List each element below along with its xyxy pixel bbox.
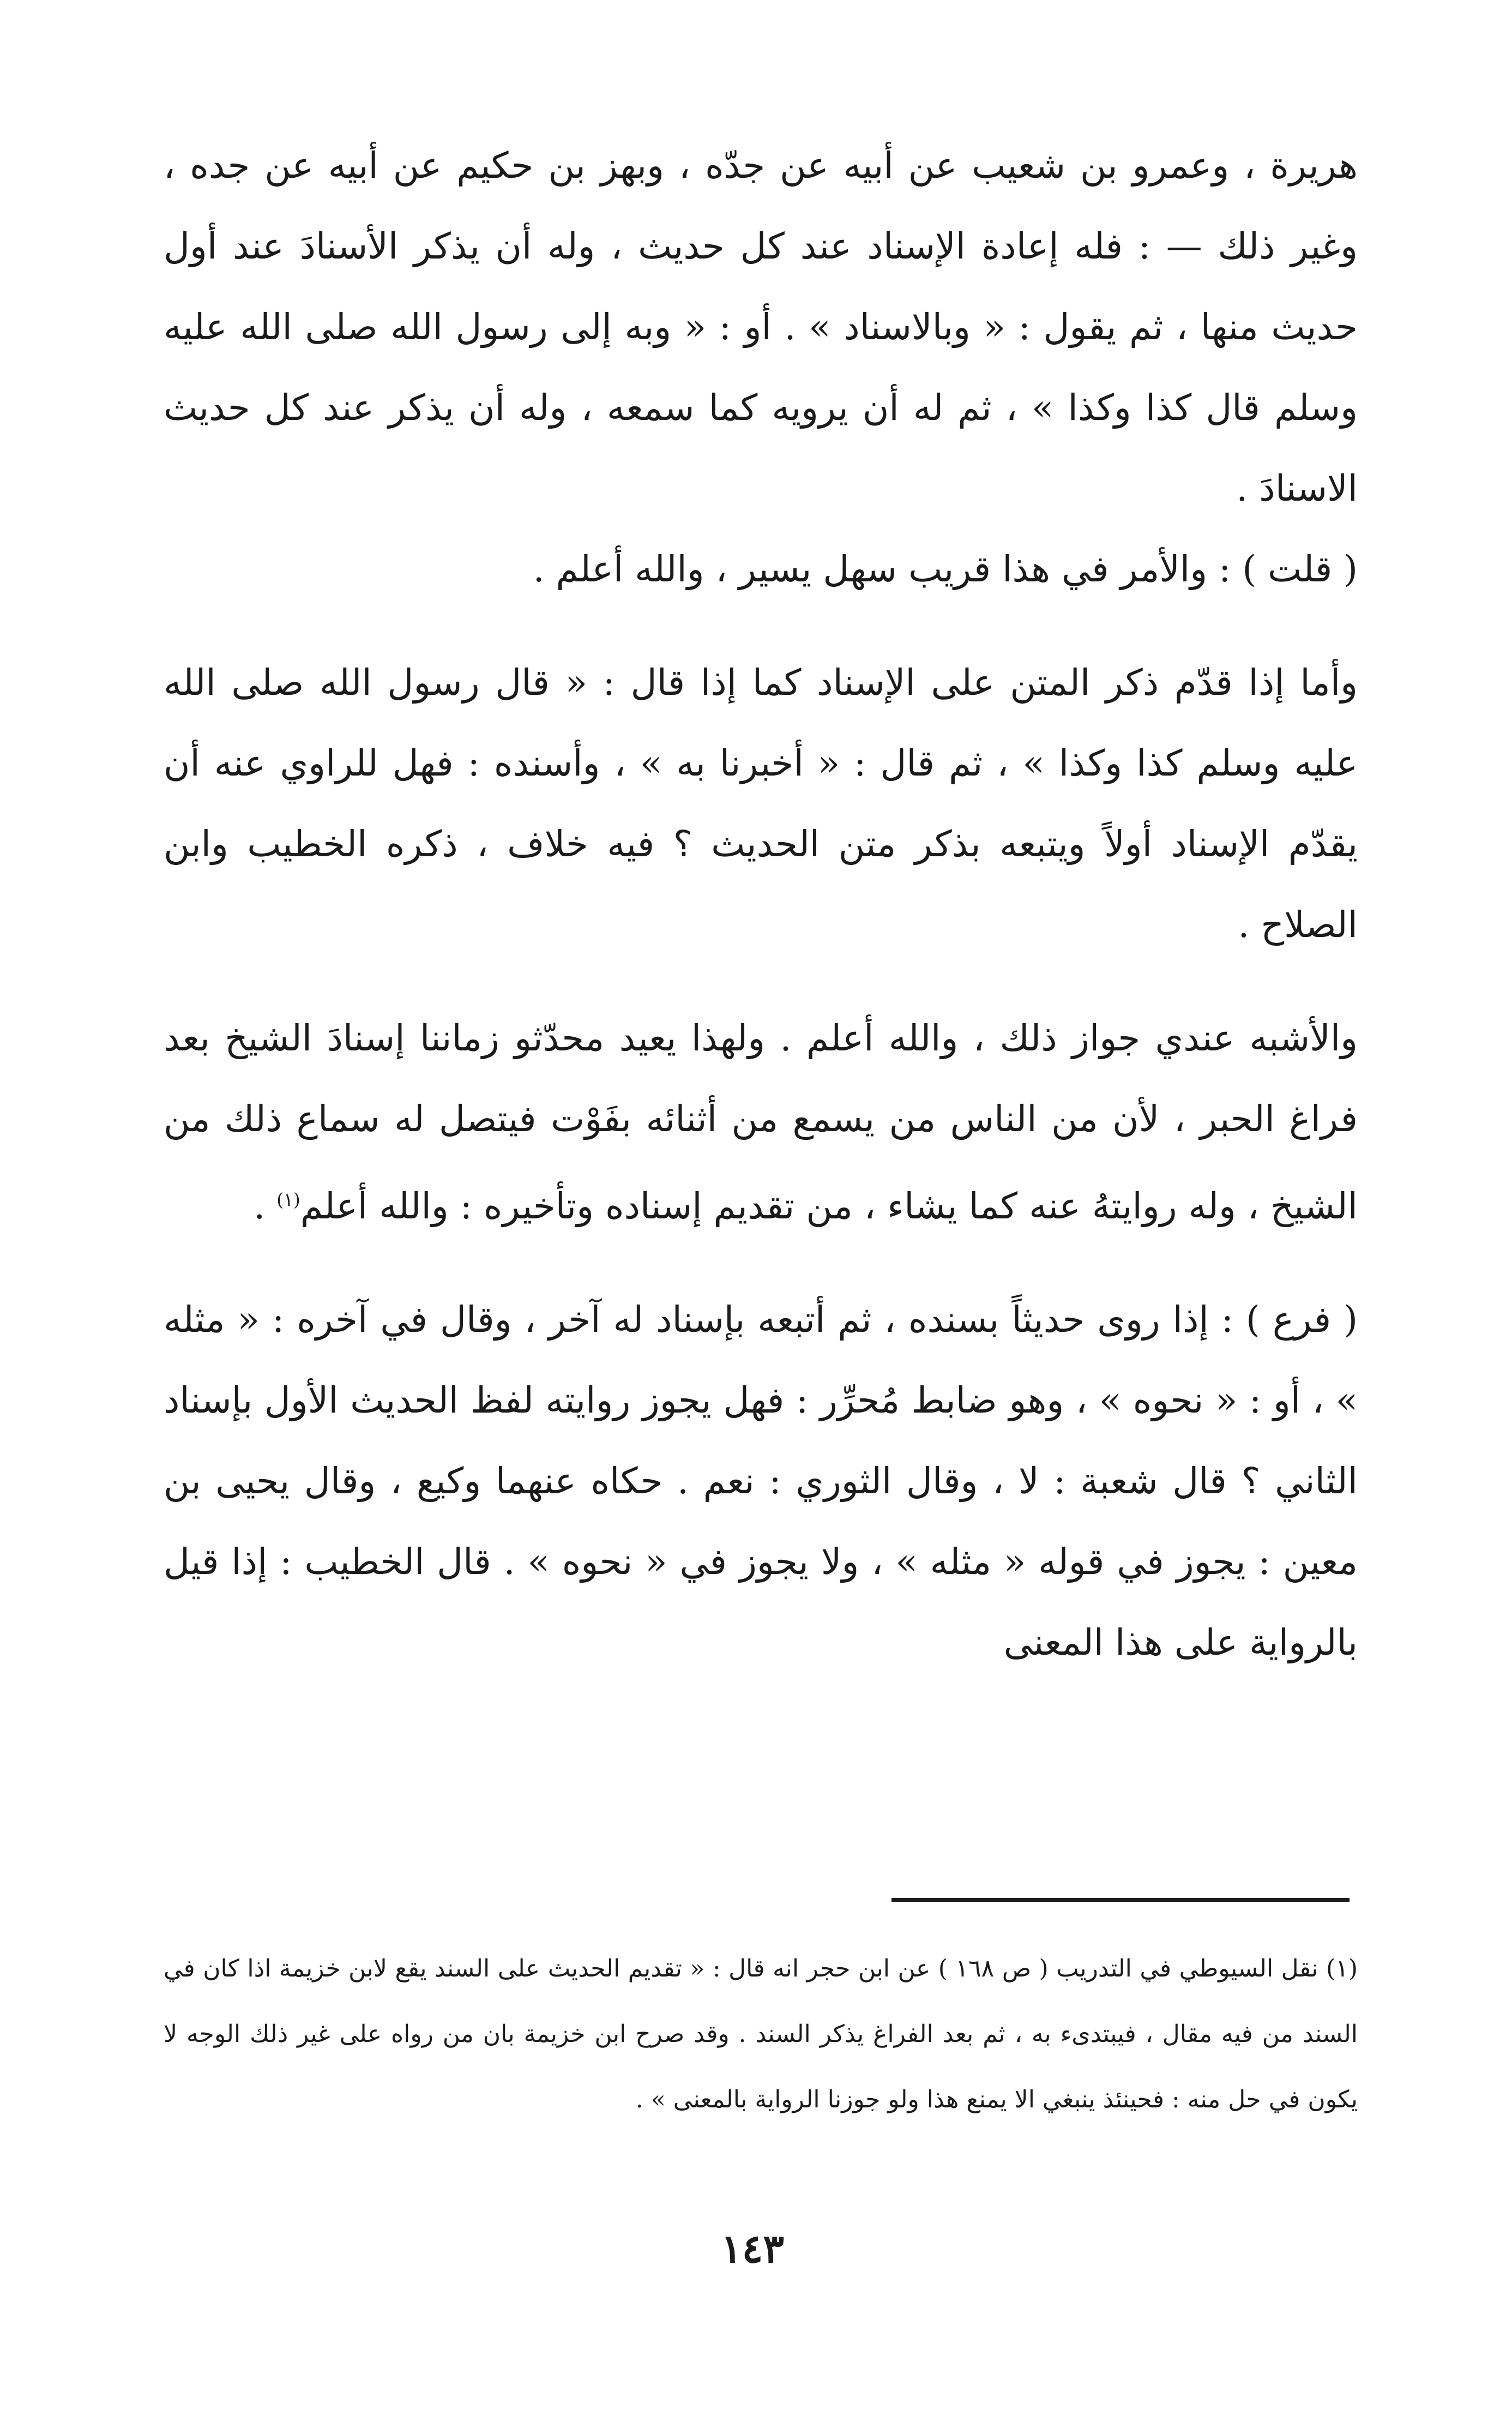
main-text <box>164 125 1358 1683</box>
page-number: ١٤٣ <box>720 2225 784 2272</box>
paragraph-5: ( فرع ) : إذا روى حديثاً بسنده ، ثم أتبعه بإسناد له آخر ، وقال في آخره : « مثله » ، أو : « نحوه » ، وهو ضابط مُحرِّر : فهل يجوز روايته لفظ الحديث الأول بإسناد الثاني ؟ قال شعبة : لا ، وقال الثوري : نعم . حكاه عنهما وكيع ، وقال يحيى بن معين : يجوز في قوله « مثله » ، ولا يجوز في « نحوه » . قال الخطيب : إذا قيل بالرواية على هذا المعنى <box>164 1299 1358 1663</box>
paragraph-2: ( قلت ) : والأمر في هذا قريب سهل يسير ، والله أعلم . <box>533 548 1358 590</box>
paragraph-4-end: . <box>254 1185 277 1227</box>
paragraph-1: هريرة ، وعمرو بن شعيب عن أبيه عن جدّه ، وبهز بن حكيم عن أبيه عن جده ، وغير ذلك — : فله إعادة الإسناد عند كل حديث ، وله أن يذكر الأسنادَ عند أول حديث منها ، ثم يقول : « وبالاسناد » . أو : « وبه إلى رسول الله صلى الله عليه وسلم قال كذا وكذا » ، ثم له أن يرويه كما سمعه ، وله أن يذكر عند كل حديث الاسنادَ . <box>164 145 1358 509</box>
footnote: (١) نقل السيوطي في التدريب ( ص ١٦٨ ) عن ابن حجر انه قال : « تقديم الحديث على السند يقع لابن خزيمة اذا كان في السند من فيه مقال ، فيبتدىء به ، ثم بعد الفراغ يذكر السند . وقد صرح ابن خزيمة بان من رواه على غير ذلك الوجه لا يكون في حل منه : فحينئذ ينبغي الا يمنع هذا ولو جوزنا الرواية بالمعنى » . <box>164 1955 1358 2113</box>
paragraph-4-text: والأشبه عندي جواز ذلك ، والله أعلم . ولهذا يعيد محدّثو زماننا إسنادَ الشيخ بعد فراغ الحبر ، لأن من الناس من يسمع من أثنائه بفَوْت فيتصل له سماع ذلك من الشيخ ، وله روايتهُ عنه كما يشاء ، من تقديم إسناده وتأخيره : والله أعلم <box>164 1017 1358 1227</box>
paragraph-4 <box>164 998 1358 1247</box>
footnote-divider <box>891 1898 1350 1902</box>
footnote-marker: (١) <box>276 1189 300 1210</box>
paragraph-3: وأما إذا قدّم ذكر المتن على الإسناد كما إذا قال : « قال رسول الله صلى الله عليه وسلم كذا وكذا » ، ثم قال : « أخبرنا به » ، وأسنده : فهل للراوي عنه أن يقدّم الإسناد أولاً ويتبعه بذكر متن الحديث ؟ فيه خلاف ، ذكره الخطيب وابن الصلاح . <box>164 662 1358 946</box>
